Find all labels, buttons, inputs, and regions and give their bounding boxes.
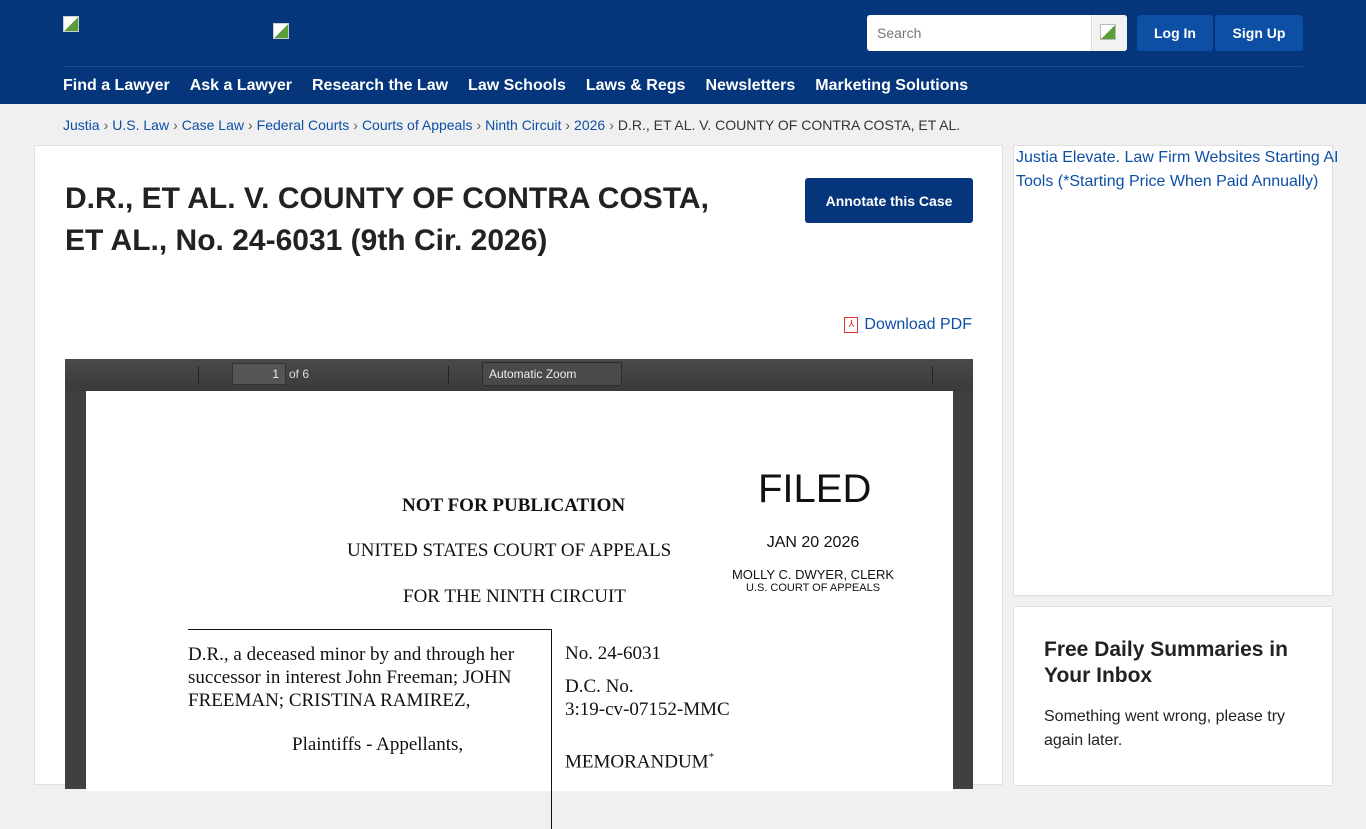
crumb-2026[interactable]: 2026 [574, 117, 606, 133]
sidebar-ad[interactable] [1013, 145, 1339, 596]
case-content [34, 145, 1003, 785]
newsletter-error: Something went wrong, please try again later. [1044, 708, 1286, 749]
search-box [867, 15, 1127, 51]
justia-logo-image[interactable] [63, 16, 79, 32]
nav-laws-regs[interactable]: Laws & Regs [585, 77, 686, 94]
site-header [0, 0, 1366, 104]
crumb-ninth-circuit[interactable]: Ninth Circuit [485, 117, 562, 133]
crumb-current: D.R., ET AL. V. COUNTY OF CONTRA COSTA, ET AL. [617, 117, 961, 133]
search-input[interactable] [867, 15, 1091, 51]
doc-circuit: FOR THE NINTH CIRCUIT [403, 586, 626, 607]
search-button[interactable] [1091, 15, 1127, 51]
search-icon [1100, 24, 1116, 40]
crumb-justia[interactable]: Justia [63, 117, 100, 133]
zoom-select[interactable]: Automatic Zoom [482, 362, 622, 386]
signup-button[interactable]: Sign Up [1215, 15, 1303, 51]
page-number-input[interactable]: 1 [232, 363, 286, 385]
ad-link[interactable]: Justia Elevate. Law Firm Websites Starting AI Tools (*Starting Price When Paid Annually) [1016, 149, 1339, 190]
pdf-toolbar [65, 359, 973, 391]
download-pdf-link[interactable] [844, 316, 972, 334]
doc-case-no: No. 24-6031 [565, 643, 662, 664]
annotate-case-button[interactable]: Annotate this Case [805, 178, 973, 223]
doc-parties: D.R., a deceased minor by and through her successor in interest John Freeman; JOHN FREEMAN; CRISTINA RAMIREZ, [188, 644, 515, 711]
doc-filed-stamp: FILED [758, 467, 872, 511]
doc-clerk: MOLLY C. DWYER, CLERK [731, 567, 895, 582]
doc-dc-label: D.C. No. [565, 676, 634, 697]
pdf-icon: ⅄ [844, 317, 858, 333]
nav-marketing-solutions[interactable]: Marketing Solutions [815, 77, 969, 94]
crumb-courts-of-appeals[interactable]: Courts of Appeals [361, 117, 473, 133]
newsletter-box [1013, 606, 1333, 786]
download-pdf-label: Download PDF [864, 316, 972, 333]
newsletter-title: Free Daily Summaries in Your Inbox [1044, 638, 1288, 687]
doc-nfp: NOT FOR PUBLICATION [402, 495, 626, 516]
nav-newsletters[interactable]: Newsletters [705, 77, 796, 94]
doc-memorandum: MEMORANDUM* [565, 751, 715, 773]
doc-date: JAN 20 2026 [766, 534, 860, 551]
pdf-page [86, 391, 953, 791]
nav-research-the-law[interactable]: Research the Law [311, 77, 449, 94]
page-title: D.R., ET AL. V. COUNTY OF CONTRA COSTA, ET AL., No. 24-6031 (9th Cir. 2026) [65, 182, 709, 257]
nav-ask-a-lawyer[interactable]: Ask a Lawyer [189, 77, 292, 94]
crumb-case-law[interactable]: Case Law [181, 117, 244, 133]
doc-dc-no: 3:19-cv-07152-MMC [565, 699, 730, 720]
login-button[interactable]: Log In [1137, 15, 1213, 51]
doc-role: Plaintiffs - Appellants, [292, 734, 464, 755]
nav-find-a-lawyer[interactable]: Find a Lawyer [63, 77, 170, 94]
pdf-viewer [65, 359, 973, 789]
page-count: of 6 [289, 367, 310, 381]
header-banner-image [273, 23, 289, 39]
doc-clerk-court: U.S. COURT OF APPEALS [745, 582, 881, 594]
crumb-federal-courts[interactable]: Federal Courts [256, 117, 350, 133]
crumb-us-law[interactable]: U.S. Law [112, 117, 170, 133]
nav-law-schools[interactable]: Law Schools [468, 77, 566, 94]
main-nav [63, 66, 1303, 95]
breadcrumb: Justia › U.S. Law › Case Law › Federal Courts › Courts of Appeals › Ninth Circuit › 2026 › D.R., ET AL. V. COUNTY OF CONTRA COSTA, ET AL. [63, 117, 961, 133]
doc-court: UNITED STATES COURT OF APPEALS [347, 540, 672, 561]
